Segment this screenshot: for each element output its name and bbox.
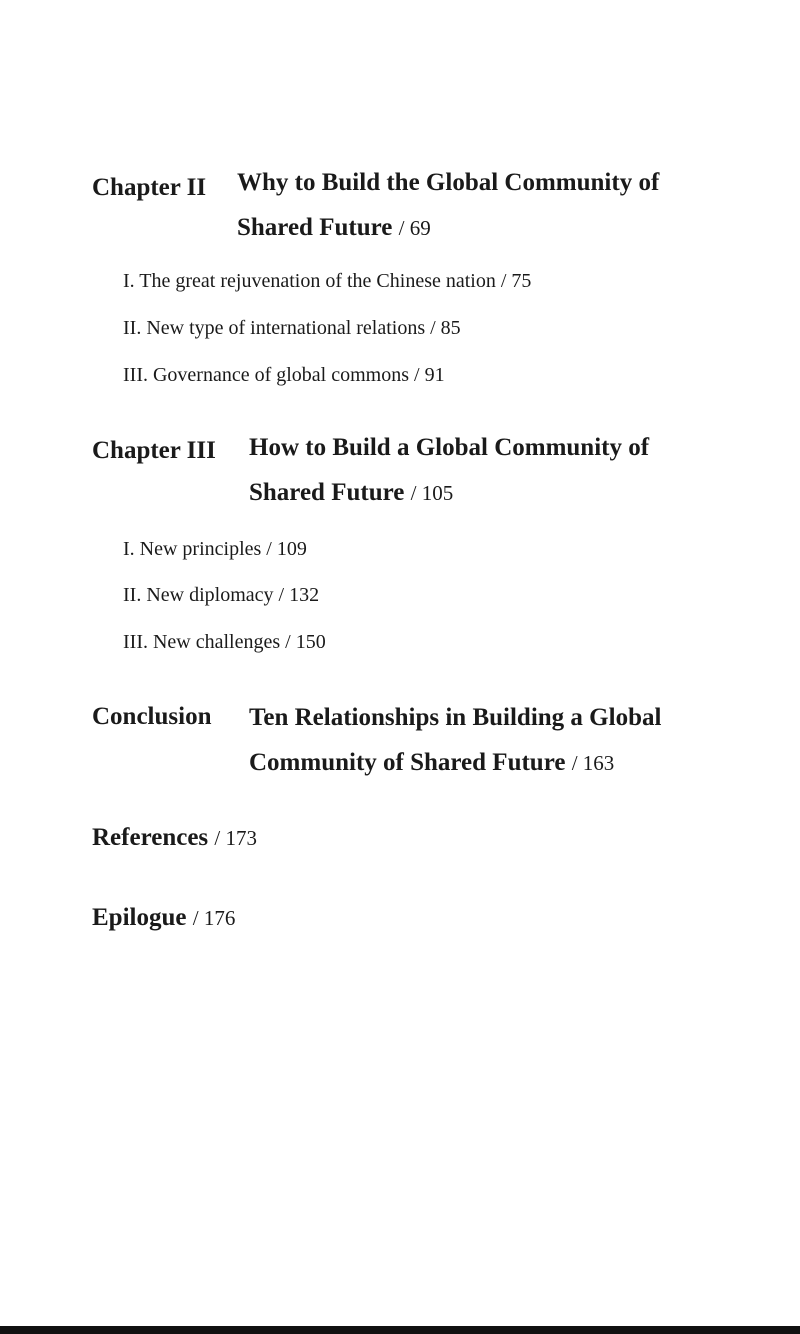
section-entry: III. Governance of global commons / 91 — [123, 364, 445, 386]
section-entry: I. The great rejuvenation of the Chinese nation / 75 — [123, 270, 532, 292]
chapter-label: Chapter III — [92, 437, 216, 464]
epilogue-entry — [92, 904, 235, 932]
chapter-page-number: / 163 — [571, 751, 615, 775]
chapter-label: Conclusion — [92, 703, 212, 730]
page-bottom-edge — [0, 1326, 800, 1334]
section-entry: II. New type of international relations / 85 — [123, 317, 461, 339]
chapter-title-line1: How to Build a Global Community of — [249, 434, 650, 461]
chapter-title — [237, 160, 717, 251]
chapter-title-line2 — [249, 740, 749, 786]
chapter-title-line1: Ten Relationships in Building a Global — [249, 704, 662, 731]
references-page-number: / 173 — [214, 826, 257, 850]
section-entry: I. New principles / 109 — [123, 538, 307, 560]
epilogue-page-number: / 176 — [192, 906, 236, 930]
chapter-title-line2 — [249, 470, 729, 516]
references-entry — [92, 824, 257, 852]
chapter-title-line2-text: Shared Future — [249, 479, 405, 506]
chapter-title — [249, 425, 729, 516]
chapter-title-line2-text: Community of Shared Future — [249, 749, 566, 776]
section-entry: III. New challenges / 150 — [123, 631, 326, 653]
chapter-title-line2-text: Shared Future — [237, 214, 393, 241]
chapter-title — [249, 695, 749, 786]
chapter-label: Chapter II — [92, 174, 207, 201]
chapter-page-number: / 105 — [410, 481, 454, 505]
chapter-title-line2 — [237, 205, 717, 251]
references-label: References — [92, 824, 209, 851]
epilogue-label: Epilogue — [92, 904, 187, 931]
chapter-title-line1: Why to Build the Global Community of — [237, 169, 660, 196]
chapter-page-number: / 69 — [398, 216, 431, 240]
section-entry: II. New diplomacy / 132 — [123, 584, 320, 606]
